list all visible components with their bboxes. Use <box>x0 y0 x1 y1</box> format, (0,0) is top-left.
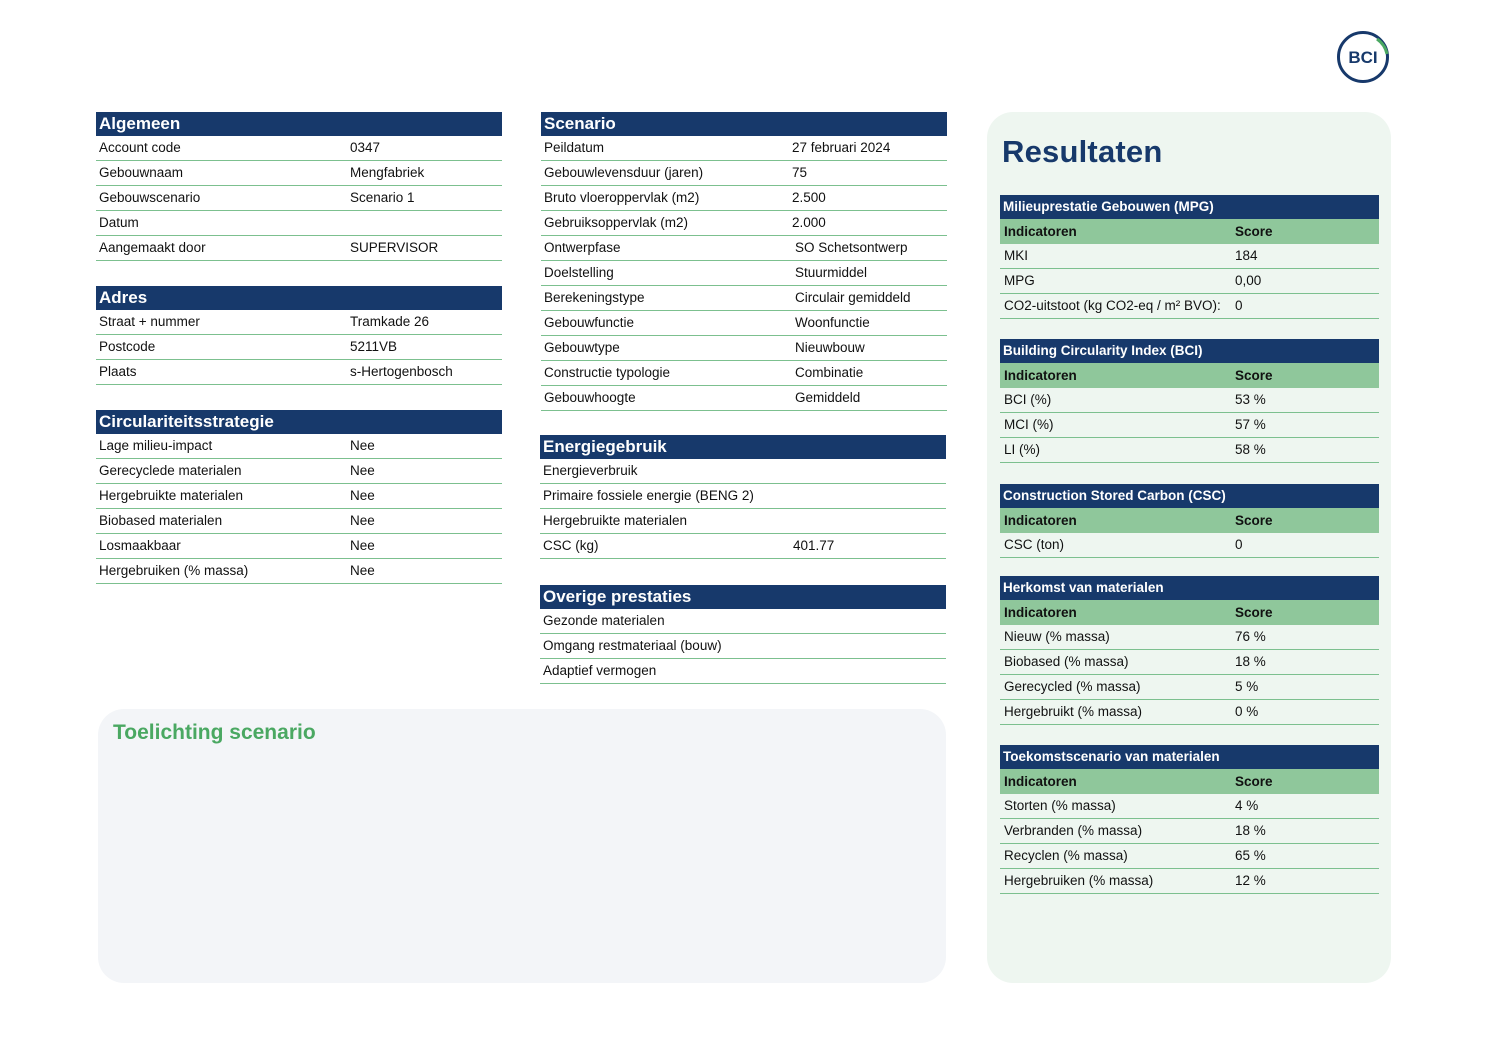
section-overige-prestaties <box>540 585 946 684</box>
table-row: Gebouwnaam Mengfabriek <box>96 161 502 186</box>
bci-logo <box>1336 30 1390 84</box>
result-row: Nieuw (% massa) 76 % <box>1000 625 1379 650</box>
logo-text: BCI <box>1348 48 1378 67</box>
section-title: Adres <box>96 286 502 310</box>
result-section-title: Milieuprestatie Gebouwen (MPG) <box>1000 195 1379 219</box>
table-row: Gebouwscenario Scenario 1 <box>96 186 502 211</box>
table-row: Losmaakbaar Nee <box>96 534 502 559</box>
section-title: Energiegebruik <box>540 435 946 459</box>
table-row: Straat + nummer Tramkade 26 <box>96 310 502 335</box>
table-row: Primaire fossiele energie (BENG 2) <box>540 484 946 509</box>
result-section-title: Herkomst van materialen <box>1000 576 1379 600</box>
result-row: MCI (%) 57 % <box>1000 413 1379 438</box>
table-row: Aangemaakt door SUPERVISOR <box>96 236 502 261</box>
table-row: Berekeningstype Circulair gemiddeld <box>541 286 947 311</box>
table-row: Gebouwhoogte Gemiddeld <box>541 386 947 411</box>
result-row: MKI 184 <box>1000 244 1379 269</box>
table-row: Energieverbruik <box>540 459 946 484</box>
result-row: Hergebruikt (% massa) 0 % <box>1000 700 1379 725</box>
result-row: Verbranden (% massa) 18 % <box>1000 819 1379 844</box>
table-row: CSC (kg) 401.77 <box>540 534 946 559</box>
table-row: Gebouwlevensduur (jaren) 75 <box>541 161 947 186</box>
result-header-row: Indicatoren Score <box>1000 769 1379 794</box>
result-section-csc <box>1000 484 1379 558</box>
section-energiegebruik <box>540 435 946 559</box>
table-row: Datum <box>96 211 502 236</box>
section-title: Circulariteitsstrategie <box>96 410 502 434</box>
result-section-toekomstscenario <box>1000 745 1379 894</box>
section-scenario <box>541 112 947 411</box>
toelichting-panel <box>98 709 946 983</box>
table-row: Gezonde materialen <box>540 609 946 634</box>
table-row: Peildatum 27 februari 2024 <box>541 136 947 161</box>
section-algemeen <box>96 112 502 261</box>
result-section-title: Toekomstscenario van materialen <box>1000 745 1379 769</box>
table-row: Omgang restmateriaal (bouw) <box>540 634 946 659</box>
table-row: Hergebruikte materialen <box>540 509 946 534</box>
result-row: Recyclen (% massa) 65 % <box>1000 844 1379 869</box>
result-header-row: Indicatoren Score <box>1000 600 1379 625</box>
table-row: Account code 0347 <box>96 136 502 161</box>
table-row: Doelstelling Stuurmiddel <box>541 261 947 286</box>
result-section-title: Building Circularity Index (BCI) <box>1000 339 1379 363</box>
result-row: Gerecycled (% massa) 5 % <box>1000 675 1379 700</box>
result-section-herkomst <box>1000 576 1379 725</box>
table-row: Gerecyclede materialen Nee <box>96 459 502 484</box>
result-row: CO2-uitstoot (kg CO2-eq / m² BVO): 0 <box>1000 294 1379 319</box>
table-row: Gebouwtype Nieuwbouw <box>541 336 947 361</box>
table-row: Gebouwfunctie Woonfunctie <box>541 311 947 336</box>
result-header-row: Indicatoren Score <box>1000 363 1379 388</box>
result-header-row: Indicatoren Score <box>1000 508 1379 533</box>
section-title: Overige prestaties <box>540 585 946 609</box>
result-row: MPG 0,00 <box>1000 269 1379 294</box>
table-row: Hergebruikte materialen Nee <box>96 484 502 509</box>
section-adres <box>96 286 502 385</box>
section-title: Scenario <box>541 112 947 136</box>
result-row: Biobased (% massa) 18 % <box>1000 650 1379 675</box>
table-row: Hergebruiken (% massa) Nee <box>96 559 502 584</box>
section-circulariteitsstrategie <box>96 410 502 584</box>
table-row: Bruto vloeroppervlak (m2) 2.500 <box>541 186 947 211</box>
table-row: Biobased materialen Nee <box>96 509 502 534</box>
result-header-row: Indicatoren Score <box>1000 219 1379 244</box>
toelichting-title: Toelichting scenario <box>113 721 316 744</box>
result-section-mpg <box>1000 195 1379 319</box>
result-row: Hergebruiken (% massa) 12 % <box>1000 869 1379 894</box>
table-row: Ontwerpfase SO Schetsontwerp <box>541 236 947 261</box>
result-row: CSC (ton) 0 <box>1000 533 1379 558</box>
table-row: Gebruiksoppervlak (m2) 2.000 <box>541 211 947 236</box>
resultaten-title: Resultaten <box>1002 134 1163 169</box>
table-row: Postcode 5211VB <box>96 335 502 360</box>
section-title: Algemeen <box>96 112 502 136</box>
table-row: Plaats s-Hertogenbosch <box>96 360 502 385</box>
result-section-title: Construction Stored Carbon (CSC) <box>1000 484 1379 508</box>
result-section-bci <box>1000 339 1379 463</box>
table-row: Lage milieu-impact Nee <box>96 434 502 459</box>
table-row: Adaptief vermogen <box>540 659 946 684</box>
table-row: Constructie typologie Combinatie <box>541 361 947 386</box>
result-row: BCI (%) 53 % <box>1000 388 1379 413</box>
result-row: Storten (% massa) 4 % <box>1000 794 1379 819</box>
result-row: LI (%) 58 % <box>1000 438 1379 463</box>
